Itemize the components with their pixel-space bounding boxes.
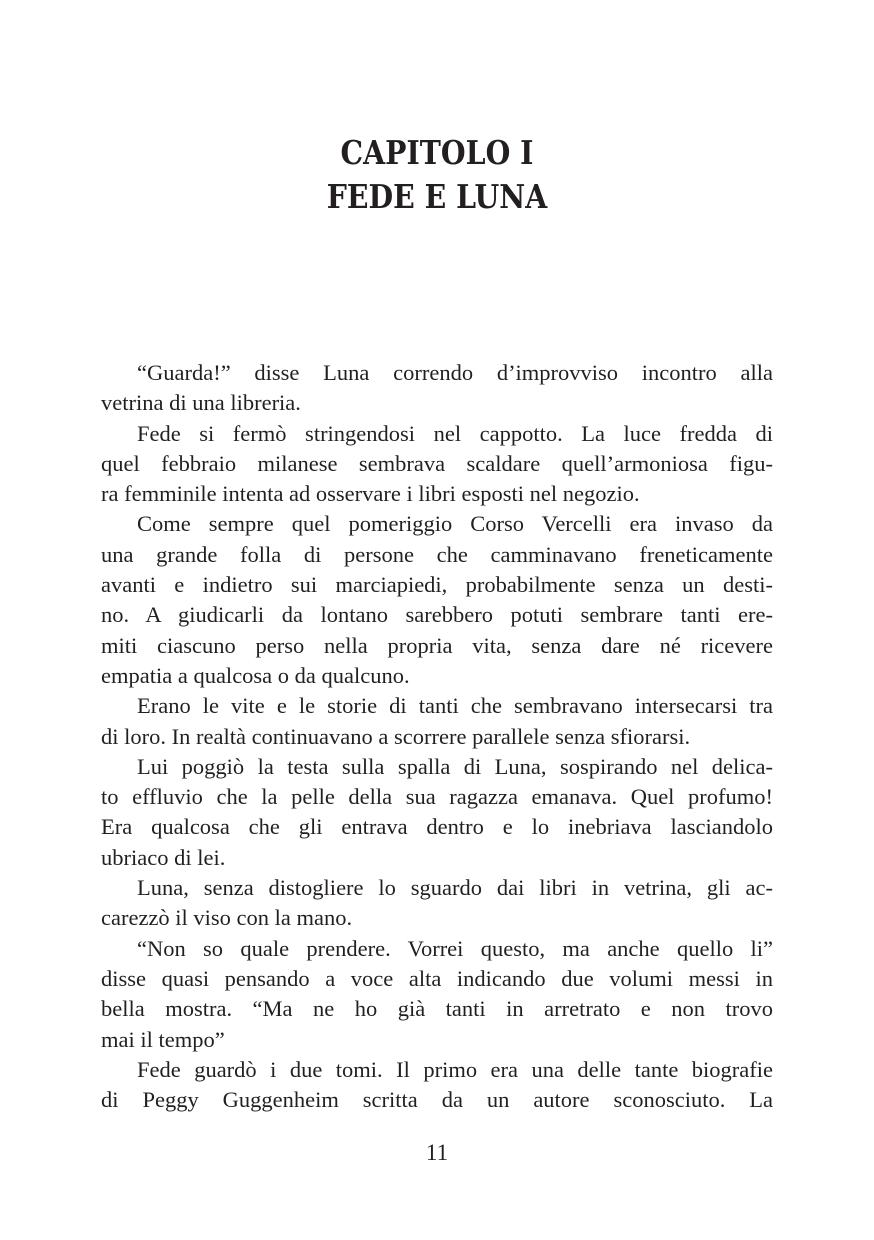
text-line: quel febbraio milanese sembrava scaldare quell’armoniosa figu- xyxy=(101,450,773,476)
text-line: to effluvio che la pelle della sua ragazza emanava. Quel profumo! xyxy=(101,784,773,810)
text-line: vetrina di una libreria. xyxy=(101,390,301,416)
text-line: “Guarda!” disse Luna correndo d’improvviso incontro alla xyxy=(137,360,773,385)
text-line: una grande folla di persone che camminavano freneticamente xyxy=(101,541,773,567)
chapter-number: CAPITOLO I xyxy=(340,133,534,172)
text-line: ubriaco di lei. xyxy=(101,844,226,870)
text-line: ra femminile intenta ad osservare i libri esposti nel negozio. xyxy=(101,481,640,507)
text-line: miti ciascuno perso nella propria vita, senza dare né ricevere xyxy=(101,632,773,658)
text-line: Come sempre quel pomeriggio Corso Vercelli era invaso da xyxy=(137,511,773,537)
text-line: carezzò il viso con la mano. xyxy=(101,905,353,931)
text-line: Lui poggiò la testa sulla spalla di Luna, sospirando nel delica- xyxy=(137,753,773,779)
text-line: Luna, senza distogliere lo sguardo dai libri in vetrina, gli ac- xyxy=(137,875,773,901)
text-line: empatia a qualcosa o da qualcuno. xyxy=(101,662,410,688)
text-line: di loro. In realtà continuavano a scorrere parallele senza sfiorarsi. xyxy=(101,723,691,749)
text-line: no. A giudicarli da lontano sarebbero potuti sembrare tanti ere- xyxy=(101,602,773,628)
text-line: mai il tempo” xyxy=(101,1026,225,1052)
body-text xyxy=(101,358,773,1115)
text-line: disse quasi pensando a voce alta indicando due volumi messi in xyxy=(101,965,773,991)
text-line: “Non so quale prendere. Vorrei questo, ma anche quello li” xyxy=(137,935,773,961)
text-line: Fede si fermò stringendosi nel cappotto. La luce fredda di xyxy=(137,420,773,446)
text-line: avanti e indietro sui marciapiedi, probabilmente senza un desti- xyxy=(101,572,773,598)
text-line: bella mostra. “Ma ne ho già tanti in arretrato e non trovo xyxy=(101,996,773,1022)
text-line: Erano le vite e le storie di tanti che sembravano intersecarsi tra xyxy=(137,693,773,719)
chapter-heading xyxy=(61,131,813,219)
text-line: Era qualcosa che gli entrava dentro e lo inebriava lasciandolo xyxy=(101,814,773,840)
text-line: Fede guardò i due tomi. Il primo era una delle tante biografie xyxy=(137,1056,773,1082)
page-number: 11 xyxy=(425,1140,449,1165)
chapter-title: FEDE E LUNA xyxy=(326,177,548,216)
text-line: di Peggy Guggenheim scritta da un autore sconosciuto. La xyxy=(101,1087,773,1113)
